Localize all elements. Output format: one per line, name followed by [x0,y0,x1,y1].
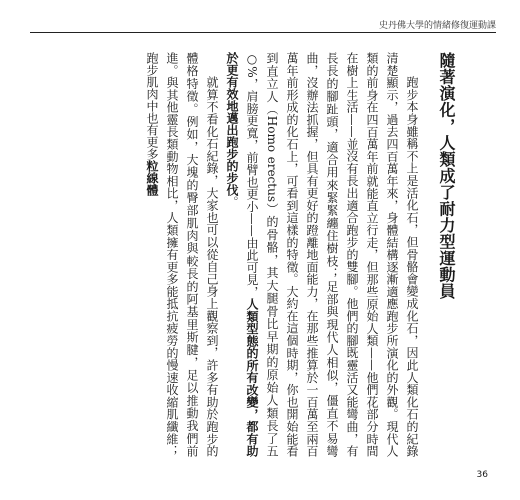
running-title: 史丹佛大學的情緒修復運動課 [378,21,496,31]
paragraph-1-bold: 人類型態的所有改變，都有助於更有效地邁出跑步的步伐 [225,52,259,457]
paragraph-1 [222,52,422,457]
page-body [56,52,460,457]
paragraph-1-text: 跑步本身雖稱不上是活化石，但骨骼會變成化石，因此人類化石的紀錄清楚顯示，過去四百萬年來，身體結構逐漸適應跑步所演化的外觀。現代人類的前身在四百萬年前就能直立行走，但那些原始人類——他們花部分時間在樹上生活——並沒有長出適合跑步的雙腳。他們的腳既靈活又能彎曲，有長長的腳趾頭，適合用來緊緊纏住樹枝；足部與現代人相似，僵直不易彎曲，沒辦法抓握，但具有更好的蹬離地面能力，在那些推算於一百萬至兩百萬年前形成的化石上，可看到這樣的特徵。大約在這個時期，你也開始能看到直立人（Homo erectus）的骨骼，其大腿骨比早期的原始人類長了五○%，肩膀更寬，前臂也更小——由此可見， [245,52,419,457]
section-heading: 隨著演化，人類成了耐力型運動員 [437,52,456,300]
paragraph-2-bold: 粒線體 [145,160,159,196]
paragraph-2-text: 就算不看化石紀錄，大家也可以從自己身上觀察到，許多有助於跑步的體格特徵。例如，大塊的臀部肌肉與較長的阿基里斯腱，足以推動我們前進。與其他靈長類動物相比，人類擁有更多能抵抗疲勞的慢速收縮肌纖維；跑步肌肉中也有更多 [145,52,219,457]
page-number: 36 [476,470,488,480]
header-rule [30,32,496,33]
paragraph-1-end: 。 [225,196,239,208]
paragraph-2 [142,52,222,457]
